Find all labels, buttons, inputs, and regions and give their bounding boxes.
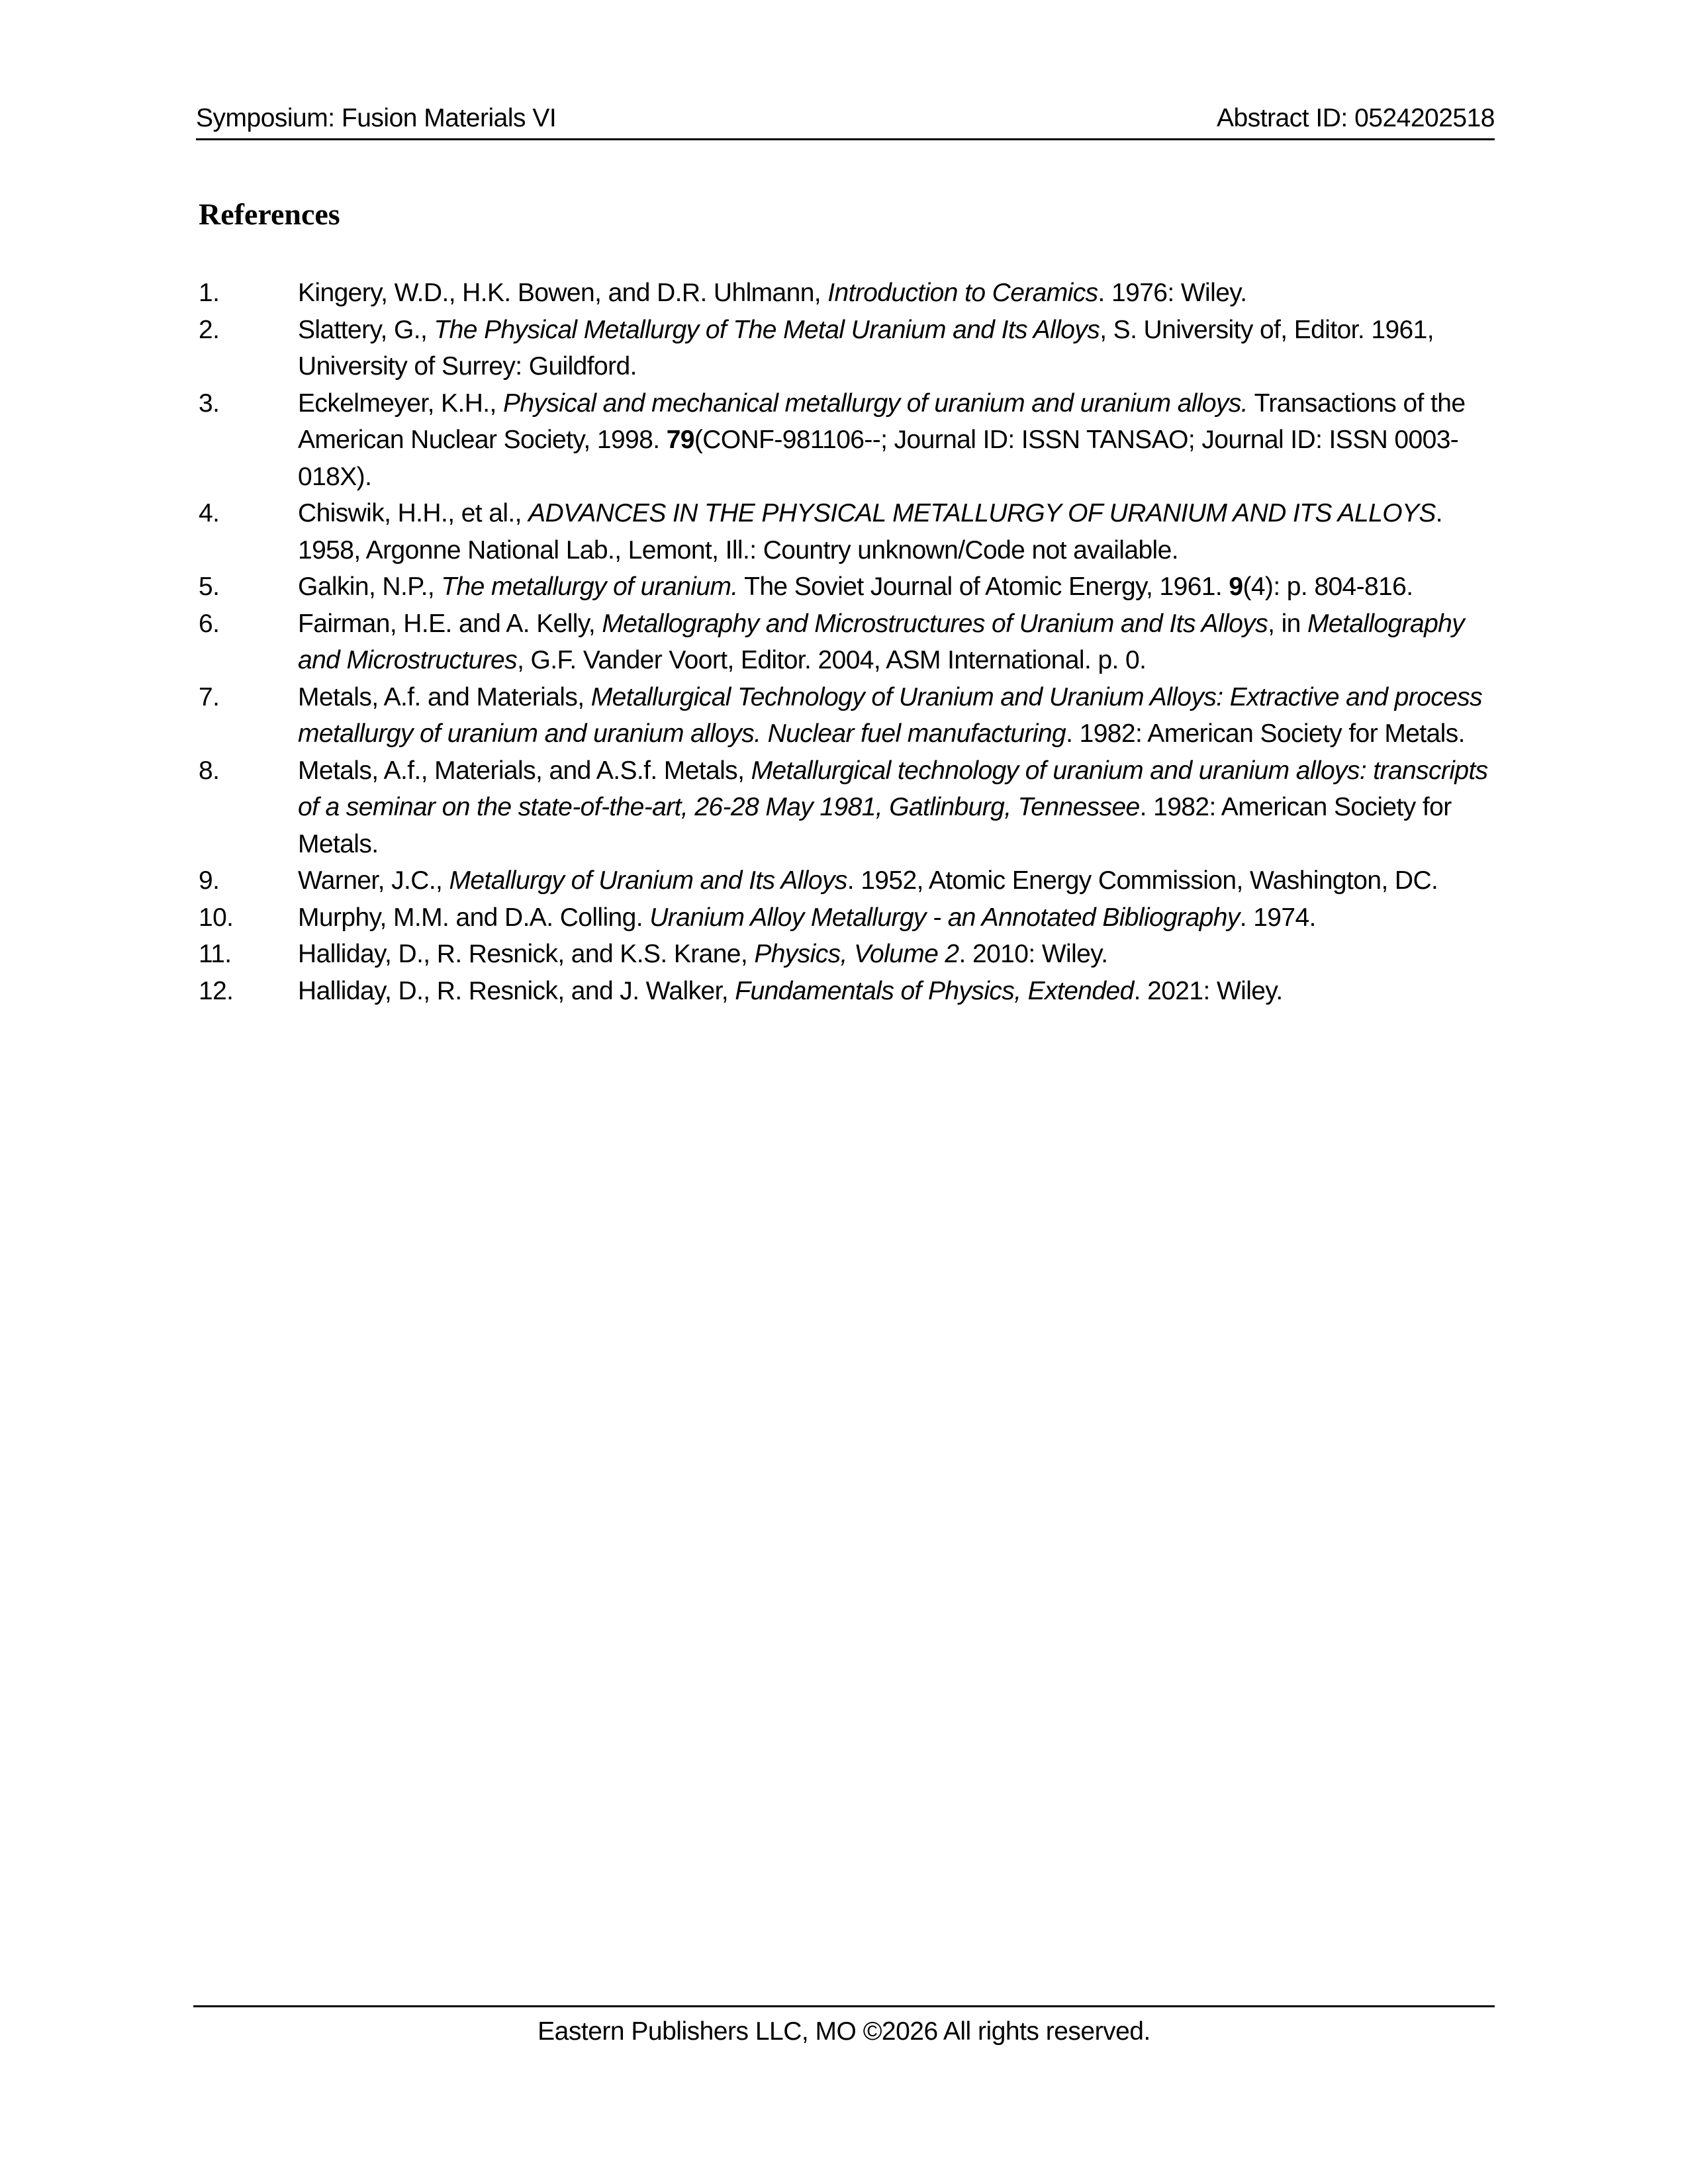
- reference-segment: Galkin, N.P.,: [298, 572, 442, 601]
- reference-text: [298, 752, 1496, 863]
- reference-title: Metallurgy of Uranium and Its Alloys: [449, 866, 847, 895]
- page-footer: [193, 2005, 1495, 2048]
- reference-segment: Eckelmeyer, K.H.,: [298, 388, 503, 418]
- reference-title: Metallography and Microstructures: [298, 609, 1465, 674]
- reference-text: [298, 569, 1496, 606]
- reference-item: [199, 679, 1496, 752]
- reference-title: Metallurgical technology of uranium and uranium alloys: transcripts of a seminar on the state-of-the-art, 26-28 May 1981, Gatlinburg, Tennessee: [298, 756, 1488, 821]
- reference-segment: Transactions of the American Nuclear Society, 1998.: [298, 388, 1466, 454]
- reference-item: [199, 606, 1496, 679]
- reference-item: [199, 899, 1496, 936]
- reference-text: [298, 899, 1496, 936]
- copyright-notice: Eastern Publishers LLC, MO ©2026 All rights reserved.: [538, 2017, 1150, 2046]
- reference-segment: . 2021: Wiley.: [1133, 976, 1283, 1005]
- reference-segment: . 1958, Argonne National Lab., Lemont, Ill.: Country unknown/Code not available.: [298, 499, 1443, 565]
- reference-item: [199, 275, 1496, 312]
- reference-text: [298, 312, 1496, 385]
- reference-text: [298, 495, 1496, 569]
- reference-title: Introduction to Ceramics: [827, 279, 1098, 307]
- reference-text: [298, 973, 1496, 1010]
- reference-item: [199, 752, 1496, 863]
- reference-title: Uranium Alloy Metallurgy - an Annotated Bibliography: [649, 903, 1240, 932]
- reference-item: [199, 569, 1496, 606]
- reference-segment: Metals, A.f., Materials, and A.S.f. Metals,: [298, 756, 751, 785]
- reference-number: 5.: [199, 572, 220, 601]
- reference-title: Metallography and Microstructures of Uranium and Its Alloys: [602, 609, 1268, 638]
- reference-segment: The Soviet Journal of Atomic Energy, 1961.: [737, 572, 1229, 601]
- section-title: References: [199, 197, 340, 231]
- reference-segment: Fairman, H.E. and A. Kelly,: [298, 609, 602, 638]
- reference-number: 8.: [199, 756, 220, 785]
- reference-text: [298, 679, 1496, 752]
- reference-title: The Physical Metallurgy of The Metal Uranium and Its Alloys: [434, 315, 1100, 344]
- reference-segment: . 1982: American Society for Metals.: [298, 793, 1452, 858]
- reference-title: Physical and mechanical metallurgy of uranium and uranium alloys.: [502, 388, 1248, 418]
- reference-number: 2.: [199, 315, 220, 344]
- reference-segment: Halliday, D., R. Resnick, and J. Walker,: [298, 976, 735, 1005]
- reference-segment: Murphy, M.M. and D.A. Colling.: [298, 903, 650, 932]
- reference-item: [199, 973, 1496, 1010]
- reference-segment: (CONF-981106--; Journal ID: ISSN TANSAO; Journal ID: ISSN 0003-018X).: [298, 426, 1459, 491]
- reference-segment: , S. University of, Editor. 1961, University of Surrey: Guildford.: [298, 315, 1434, 381]
- reference-list: [199, 275, 1496, 1009]
- reference-number: 10.: [199, 903, 234, 932]
- reference-number: 4.: [199, 499, 220, 527]
- reference-text: [298, 606, 1496, 679]
- reference-title: ADVANCES IN THE PHYSICAL METALLURGY OF URANIUM AND ITS ALLOYS: [528, 499, 1436, 527]
- reference-segment: Metals, A.f. and Materials,: [298, 682, 591, 711]
- reference-number: 12.: [199, 976, 234, 1005]
- reference-number: 6.: [199, 609, 220, 638]
- reference-title: Physics, Volume 2: [754, 940, 959, 968]
- reference-segment: (4): p. 804-816.: [1243, 572, 1413, 601]
- reference-segment: , in: [1268, 609, 1307, 638]
- reference-segment: . 1952, Atomic Energy Commission, Washington, DC.: [847, 866, 1438, 895]
- page-header: [196, 101, 1495, 140]
- reference-segment: . 2010: Wiley.: [959, 940, 1108, 968]
- reference-number: 1.: [199, 279, 220, 307]
- reference-segment: . 1982: American Society for Metals.: [1066, 719, 1465, 748]
- reference-volume: 79: [666, 426, 694, 454]
- reference-item: [199, 385, 1496, 496]
- reference-number: 11.: [199, 940, 232, 968]
- reference-number: 7.: [199, 682, 220, 711]
- reference-item: [199, 495, 1496, 569]
- reference-segment: Slattery, G.,: [298, 315, 434, 344]
- reference-number: 3.: [199, 388, 220, 418]
- reference-segment: . 1976: Wiley.: [1098, 279, 1247, 307]
- abstract-id: Abstract ID: 0524202518: [1217, 104, 1495, 132]
- reference-text: [298, 936, 1496, 973]
- reference-segment: . 1974.: [1239, 903, 1316, 932]
- reference-segment: , G.F. Vander Voort, Editor. 2004, ASM International. p. 0.: [517, 646, 1147, 674]
- reference-volume: 9: [1229, 572, 1243, 601]
- reference-number: 9.: [199, 866, 220, 895]
- reference-text: [298, 275, 1496, 312]
- reference-segment: Halliday, D., R. Resnick, and K.S. Krane,: [298, 940, 755, 968]
- reference-item: [199, 312, 1496, 385]
- reference-text: [298, 385, 1496, 496]
- reference-segment: Kingery, W.D., H.K. Bowen, and D.R. Uhlmann,: [298, 279, 828, 307]
- reference-text: [298, 862, 1496, 899]
- reference-item: [199, 936, 1496, 973]
- reference-title: Fundamentals of Physics, Extended: [735, 976, 1134, 1005]
- reference-segment: Chiswik, H.H., et al.,: [298, 499, 529, 527]
- reference-segment: Warner, J.C.,: [298, 866, 449, 895]
- reference-item: [199, 862, 1496, 899]
- symposium-title: Symposium: Fusion Materials VI: [196, 104, 557, 132]
- reference-title: The metallurgy of uranium.: [441, 572, 738, 601]
- reference-title: Metallurgical Technology of Uranium and Uranium Alloys: Extractive and process metallurgy of uranium and uranium alloys. Nuclear fuel manufacturing: [298, 682, 1483, 748]
